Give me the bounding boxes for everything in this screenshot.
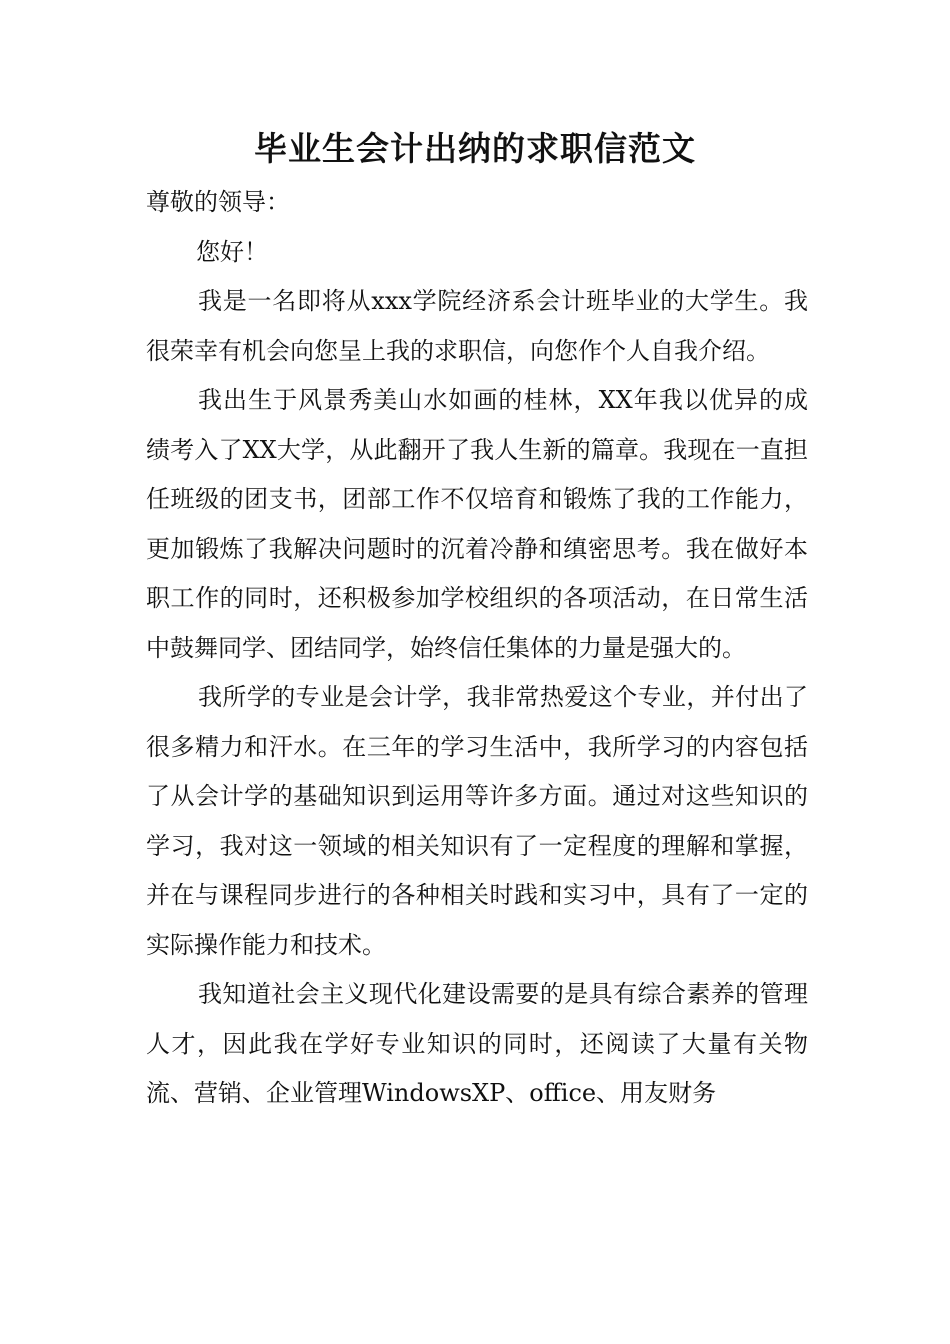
- paragraph-skills: 我知道社会主义现代化建设需要的是具有综合素养的管理人才，因此我在学好专业知识的同时，还阅读了大量有关物流、营销、企业管理WindowsXP、office、用友财务: [146, 980, 808, 1107]
- letter-body: [146, 178, 808, 1119]
- paragraph-major: 我所学的专业是会计学，我非常热爱这个专业，并付出了很多精力和汗水。在三年的学习生活中，我所学习的内容包括了从会计学的基础知识到运用等许多方面。通过对这些知识的学习，我对这一领域的相关知识有了一定程度的理解和掌握，并在与课程同步进行的各种相关时践和实习中，具有了一定的实际操作能力和技术。: [146, 683, 808, 959]
- paragraph-background: 我出生于风景秀美山水如画的桂林，XX年我以优异的成绩考入了XX大学，从此翻开了我人生新的篇章。我现在一直担任班级的团支书，团部工作不仅培育和锻炼了我的工作能力，更加锻炼了我解决问题时的沉着冷静和缜密思考。我在做好本职工作的同时，还积极参加学校组织的各项活动，在日常生活中鼓舞同学、团结同学，始终信任集体的力量是强大的。: [146, 386, 808, 662]
- document-title: 毕业生会计出纳的求职信范文: [254, 129, 696, 168]
- greeting: 您好！: [196, 237, 268, 266]
- salutation: 尊敬的领导：: [146, 188, 290, 216]
- paragraph-intro: 我是一名即将从xxx学院经济系会计班毕业的大学生。我很荣幸有机会向您呈上我的求职信，向您作个人自我介绍。: [146, 287, 808, 365]
